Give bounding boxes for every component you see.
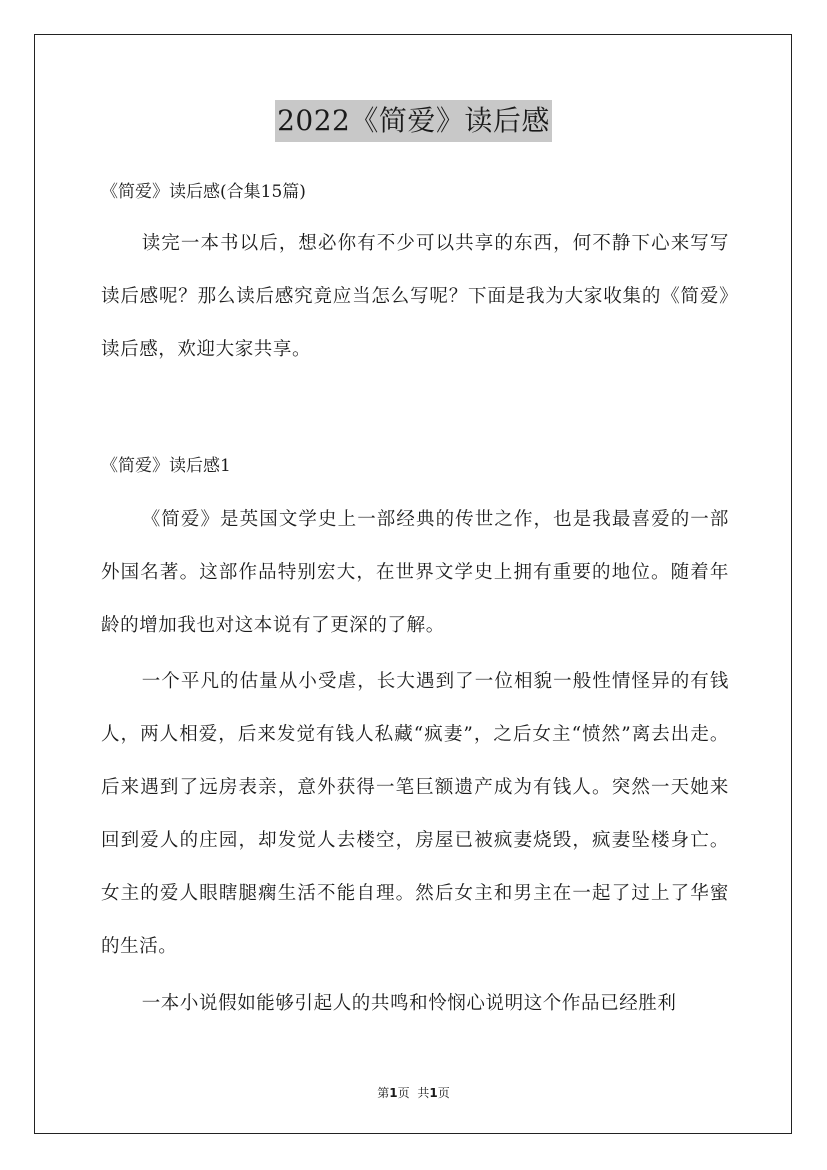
footer-page-number: 1 bbox=[389, 1086, 398, 1100]
body-paragraph-2: 一个平凡的估量从小受虐，长大遇到了一位相貌一般性情怪异的有钱人，两人相爱，后来发觉有钱人私藏“疯妻”，之后女主“愤然”离去出走。后来遇到了远房表亲，意外获得一笔巨额遗产成为有钱人。突然一天她来回到爱人的庄园，却发觉人去楼空，房屋已被疯妻烧毁，疯妻坠楼身亡。女主的爱人眼瞎腿瘸生活不能自理。然后女主和男主在一起了过上了华蜜的生活。 bbox=[101, 671, 729, 957]
body-paragraph-3: 一本小说假如能够引起人的共鸣和怜悯心说明这个作品已经胜利 bbox=[141, 993, 677, 1014]
body-paragraph-1: 《简爱》是英国文学史上一部经典的传世之作，也是我最喜爱的一部外国名著。这部作品特别宏大，在世界文学史上拥有重要的地位。随着年龄的增加我也对这本说有了更深的了解。 bbox=[101, 509, 729, 636]
footer-total-number: 1 bbox=[429, 1086, 438, 1100]
footer-total-suffix: 页 bbox=[437, 1086, 450, 1100]
intro-paragraph: 读完一本书以后，想必你有不少可以共享的东西，何不静下心来写写读后感呢？那么读后感究竟应当怎么写呢？下面是我为大家收集的《简爱》读后感，欢迎大家共享。 bbox=[101, 233, 729, 360]
section-heading: 《简爱》读后感1 bbox=[101, 456, 231, 476]
footer-total-prefix: 共 bbox=[417, 1086, 430, 1100]
document-subtitle: 《简爱》读后感(合集15篇) bbox=[101, 182, 306, 202]
title-container bbox=[0, 100, 827, 142]
footer-page-suffix: 页 bbox=[397, 1086, 410, 1100]
document-title: 2022《简爱》读后感 bbox=[275, 100, 552, 142]
footer-page-prefix: 第 bbox=[377, 1086, 390, 1100]
page-footer bbox=[0, 1085, 827, 1101]
